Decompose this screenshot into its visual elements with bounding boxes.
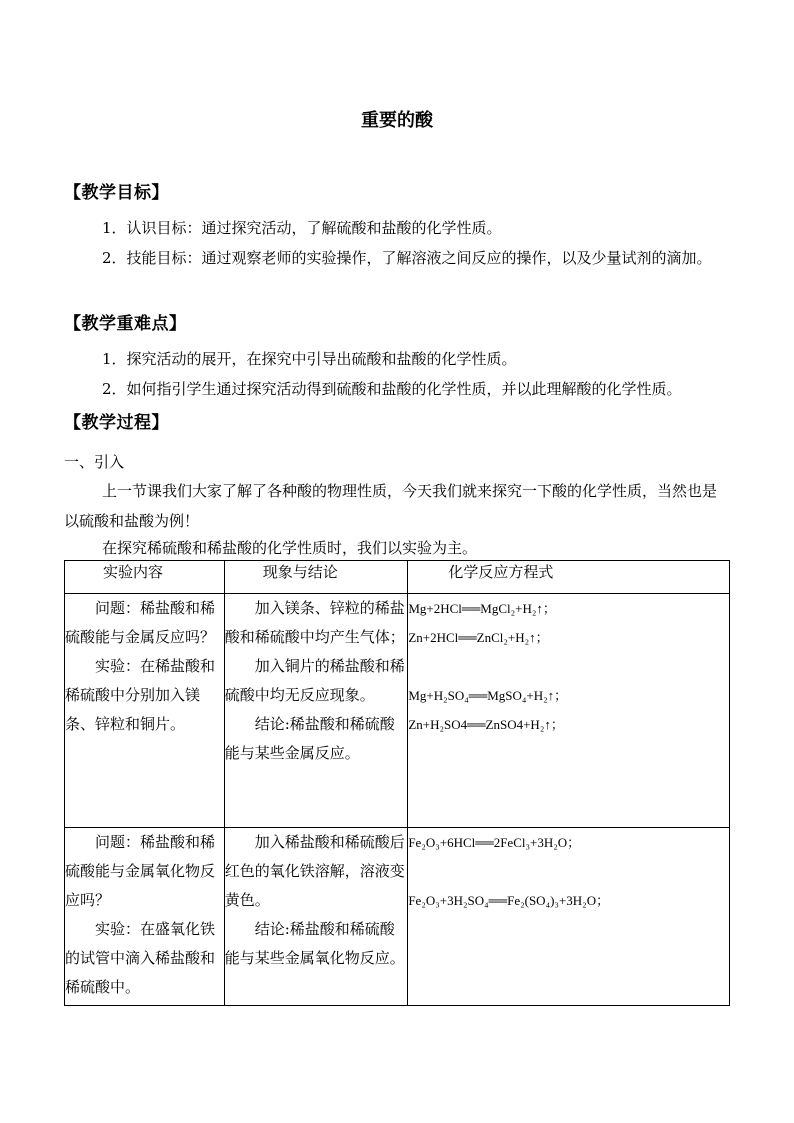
equation-zn-h2so4: Zn+H₂SO4══ZnSO4+H₂↑； xyxy=(408,717,564,732)
equation-fe2o3-h2so4: Fe₂O₃+3H₂SO₄══Fe₂(SO₄)₃+3H₂O； xyxy=(408,893,610,908)
header-chemical-equation: 化学反应方程式 xyxy=(408,561,730,594)
row2-question: 问题：稀盐酸和稀硫酸能与金属氧化物反应吗？ xyxy=(65,833,216,909)
table-row-metals xyxy=(65,594,730,828)
equation-mg-h2so4: Mg+H₂SO₄══MgSO₄+H₂↑； xyxy=(408,688,568,703)
equation-zn-hcl: Zn+2HCl══ZnCl₂+H₂↑； xyxy=(408,630,549,645)
row1-question: 问题：稀盐酸和稀硫酸能与金属反应吗？ xyxy=(65,599,216,646)
goal-item-2: 2．技能目标：通过观察老师的实验操作，了解溶液之间反应的操作，以及少量试剂的滴加。 xyxy=(102,249,712,267)
row1-equations xyxy=(408,594,730,828)
row2-experiment: 实验：在盛氧化铁的试管中滴入稀盐酸和稀硫酸中。 xyxy=(65,920,216,996)
row2-conclusion: 结论:稀盐酸和稀硫酸能与某些金属氧化物反应。 xyxy=(224,920,405,967)
key-point-item-1: 1．探究活动的展开，在探究中引导出硫酸和盐酸的化学性质。 xyxy=(102,350,517,368)
goal-item-1: 1．认识目标：通过探究活动，了解硫酸和盐酸的化学性质。 xyxy=(102,219,502,237)
section-heading-key-points: 【教学重难点】 xyxy=(64,314,187,334)
row1-phenomenon-1: 加入镁条、锌粒的稀盐酸和稀硫酸中均产生气体； xyxy=(224,599,405,646)
row2-phenomena xyxy=(224,828,408,1006)
header-experiment-content: 实验内容 xyxy=(65,561,225,594)
row1-conclusion: 结论:稀盐酸和稀硫酸能与某些金属反应。 xyxy=(224,715,395,762)
equation-fe2o3-hcl: Fe₂O₃+6HCl══2FeCl₃+3H₂O； xyxy=(408,835,581,850)
equation-mg-hcl: Mg+2HCl══MgCl₂+H₂↑； xyxy=(408,601,556,616)
header-phenomena-conclusion: 现象与结论 xyxy=(224,561,408,594)
row2-phenomenon-1: 加入稀盐酸和稀硫酸后红色的氧化铁溶解，溶液变黄色。 xyxy=(224,833,405,909)
row1-phenomena xyxy=(224,594,408,828)
row1-experiment: 实验：在稀盐酸和稀硫酸中分别加入镁条、锌粒和铜片。 xyxy=(65,657,216,733)
document-title: 重要的酸 xyxy=(361,110,433,131)
table-row-metal-oxides xyxy=(65,828,730,1006)
key-point-item-2: 2．如何指引学生通过探究活动得到硫酸和盐酸的化学性质，并以此理解酸的化学性质。 xyxy=(102,380,682,398)
row2-content xyxy=(65,828,225,1006)
process-subheading: 一、引入 xyxy=(64,453,125,471)
process-paragraph-2: 在探究稀硫酸和稀盐酸的化学性质时，我们以实验为主。 xyxy=(102,539,478,557)
row1-content xyxy=(65,594,225,828)
table-header-row xyxy=(65,561,730,594)
section-heading-goals: 【教学目标】 xyxy=(64,183,169,203)
process-paragraph-1: 上一节课我们大家了解了各种酸的物理性质，今天我们就来探究一下酸的化学性质，当然也是以硫酸和盐酸为例！ xyxy=(64,482,718,530)
section-heading-process: 【教学过程】 xyxy=(64,413,169,433)
row2-equations xyxy=(408,828,730,1006)
experiment-table xyxy=(64,560,730,1006)
row1-phenomenon-2: 加入铜片的稀盐酸和稀硫酸中均无反应现象。 xyxy=(224,657,405,704)
